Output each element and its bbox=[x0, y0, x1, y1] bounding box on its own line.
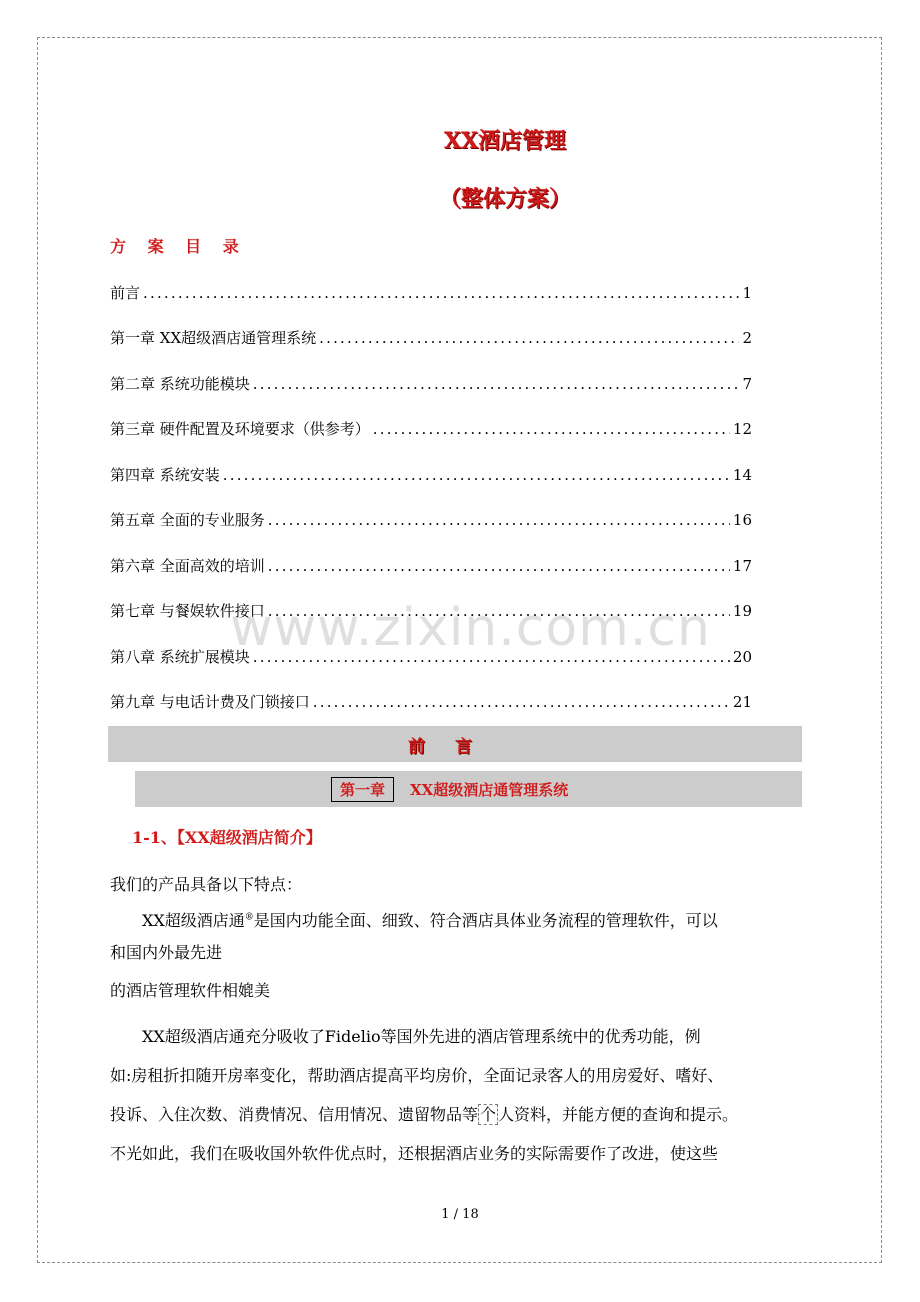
toc-entry-page: 17 bbox=[732, 557, 752, 575]
toc-leader-dots bbox=[223, 466, 730, 484]
toc-entry-page: 2 bbox=[742, 329, 752, 347]
paragraph-2-text-a: 投诉、入住次数、消费情况、信用情况、遗留物品等 bbox=[110, 1105, 479, 1124]
toc-entry-page: 14 bbox=[732, 466, 752, 484]
page-number: 1 / 18 bbox=[441, 1207, 479, 1222]
toc-leader-dots bbox=[313, 693, 730, 711]
intro-paragraph: 我们的产品具备以下特点： bbox=[110, 875, 303, 894]
chapter-title: XX超级酒店通管理系统 bbox=[410, 780, 569, 799]
document-title: XX酒店管理 bbox=[443, 128, 567, 154]
toc-entry[interactable] bbox=[110, 418, 752, 440]
toc-entry[interactable] bbox=[110, 464, 752, 486]
toc-entry-page: 12 bbox=[732, 420, 752, 438]
toc-leader-dots bbox=[268, 511, 730, 529]
toc-leader-dots bbox=[253, 375, 740, 393]
toc-entry-label: 前言 bbox=[110, 284, 141, 302]
paragraph-1-text: 是国内功能全面、细致、符合酒店具体业务流程的管理软件，可以 bbox=[253, 911, 718, 930]
toc-entry-label: 第四章 系统安装 bbox=[110, 466, 220, 484]
preface-heading: 前言 bbox=[408, 736, 502, 757]
toc-entry[interactable] bbox=[110, 327, 752, 349]
paragraph-2-text-b: 人资料，并能方便的查询和提示。 bbox=[498, 1105, 739, 1124]
highlighted-character: 个 bbox=[480, 1105, 497, 1124]
toc-entry[interactable] bbox=[110, 646, 752, 668]
toc-leader-dots bbox=[373, 420, 730, 438]
toc-entry-label: 第三章 硬件配置及环境要求（供参考） bbox=[110, 420, 370, 438]
toc-entry[interactable] bbox=[110, 600, 752, 622]
toc-entry[interactable] bbox=[110, 282, 752, 304]
chapter-number-label: 第一章 bbox=[331, 777, 394, 802]
toc-entry[interactable] bbox=[110, 555, 752, 577]
preface-heading-band bbox=[108, 726, 802, 762]
paragraph-1-line-3: 的酒店管理软件相媲美 bbox=[110, 981, 271, 1000]
toc-leader-dots bbox=[143, 284, 739, 302]
toc-entry-label: 第二章 系统功能模块 bbox=[110, 375, 250, 393]
toc-heading: 方 案 目 录 bbox=[110, 237, 247, 256]
product-name: XX超级酒店通 bbox=[142, 911, 245, 930]
toc-entry-label: 第七章 与餐娱软件接口 bbox=[110, 602, 265, 620]
toc-entry-page: 21 bbox=[732, 693, 752, 711]
toc-entry-label: 第八章 系统扩展模块 bbox=[110, 648, 250, 666]
toc-entry[interactable] bbox=[110, 373, 752, 395]
toc-leader-dots bbox=[319, 329, 739, 347]
toc-entry-label: 第一章 XX超级酒店通管理系统 bbox=[110, 329, 317, 347]
watermark: www.zixin.com.cn bbox=[230, 598, 711, 658]
toc-entry-page: 1 bbox=[742, 284, 752, 302]
document-subtitle: （整体方案） bbox=[438, 186, 571, 212]
toc-entry-page: 7 bbox=[742, 375, 752, 393]
paragraph-2-line-1: XX超级酒店通充分吸收了Fidelio等国外先进的酒店管理系统中的优秀功能，例 bbox=[142, 1027, 701, 1046]
paragraph-2-line-3 bbox=[110, 1102, 810, 1126]
registered-mark: ® bbox=[244, 912, 254, 923]
paragraph-1-line-1 bbox=[110, 908, 810, 932]
toc-leader-dots bbox=[253, 648, 730, 666]
paragraph-2-line-2: 如:房租折扣随开房率变化，帮助酒店提高平均房价，全面记录客人的用房爱好、嗜好、 bbox=[110, 1066, 724, 1085]
toc-entry-label: 第五章 全面的专业服务 bbox=[110, 511, 265, 529]
toc-entry[interactable] bbox=[110, 509, 752, 531]
paragraph-1-line-2: 和国内外最先进 bbox=[110, 943, 223, 962]
toc-leader-dots bbox=[268, 602, 730, 620]
toc-entry-page: 16 bbox=[732, 511, 752, 529]
toc-entry[interactable] bbox=[110, 691, 752, 713]
toc-entry-page: 19 bbox=[732, 602, 752, 620]
section-heading: 1-1、【XX超级酒店简介】 bbox=[132, 828, 322, 847]
toc-leader-dots bbox=[268, 557, 730, 575]
chapter-heading-band bbox=[135, 771, 802, 807]
toc-entry-label: 第六章 全面高效的培训 bbox=[110, 557, 265, 575]
paragraph-2-line-4: 不光如此，我们在吸收国外软件优点时，还根据酒店业务的实际需要作了改进，使这些 bbox=[110, 1144, 719, 1163]
toc-entry-label: 第九章 与电话计费及门锁接口 bbox=[110, 693, 310, 711]
toc-entry-page: 20 bbox=[732, 648, 752, 666]
